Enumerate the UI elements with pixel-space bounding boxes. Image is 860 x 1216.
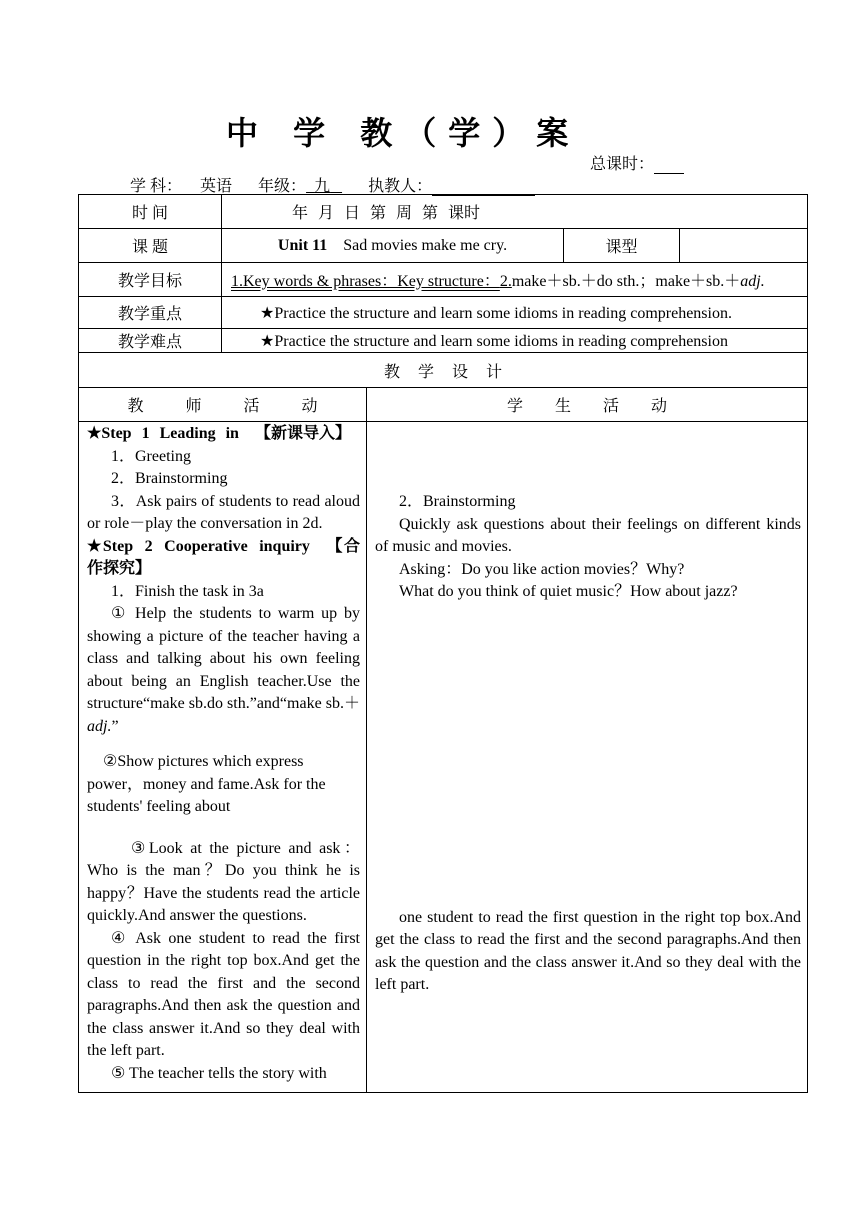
step1-item-2: 2．Brainstorming — [111, 470, 228, 487]
right-paragraph-1: Quickly ask questions about their feelings on different kinds of music and movies. — [375, 515, 802, 555]
focus-label: 教学重点 — [79, 297, 222, 329]
row-goal — [79, 263, 808, 297]
step2-paragraph-1: ① Help the students to warm up by showing a picture of the teacher having a class and talking about his own feeling about being an English teacher.Use the structure“make sb.do sth.”and“make sb.＋adj.” — [87, 605, 360, 735]
page-title: 中 学 教（学）案 — [226, 114, 581, 152]
total-hours — [590, 151, 684, 174]
meta-line — [130, 173, 535, 196]
focus-value: ★Practice the structure and learn some idioms in reading comprehension. — [222, 297, 808, 329]
right-item-2: 2．Brainstorming — [399, 493, 516, 510]
goal-value: 1.Key words & phrases：Key structure：2.make＋sb.＋do sth.；make＋sb.＋adj. — [222, 263, 808, 297]
step1-item-3: 3．Ask pairs of students to read aloud or role－play the conversation in 2d. — [87, 492, 360, 532]
row-activity-headers — [79, 388, 808, 422]
design-heading: 教 学 设 计 — [79, 353, 808, 388]
step2-paragraph-3: ③Look at the picture and ask：Who is the man？Do you think he is happy？Have the students read the article quickly.And answer the questions. — [87, 839, 360, 924]
step2-paragraph-5: ⑤ The teacher tells the story with — [111, 1064, 327, 1082]
row-focus — [79, 297, 808, 329]
row-activities — [79, 422, 808, 1093]
difficulty-value: ★Practice the structure and learn some idioms in reading comprehension — [222, 329, 808, 353]
step2-heading: ★Step 2 Cooperative inquiry 【合作探究】 — [87, 537, 360, 577]
topic-label: 课 题 — [79, 229, 222, 263]
row-topic — [79, 229, 808, 263]
student-activity-cell — [367, 422, 808, 1093]
time-label: 时 间 — [79, 195, 222, 229]
difficulty-label: 教学难点 — [79, 329, 222, 353]
grade-value: 九 — [314, 178, 331, 195]
total-hours-blank — [654, 159, 684, 174]
right-paragraph-4: one student to read the first question in the right top box.And get the class to read the first and the second paragraphs.And then ask the question and the class answer it.And so they deal with the left part. — [375, 908, 802, 993]
right-paragraph-2: Asking：Do you like action movies？Why? — [399, 560, 685, 578]
right-paragraph-3: What do you think of quiet music？How about jazz? — [399, 583, 738, 600]
subject-value: 英语 — [200, 178, 233, 195]
row-time — [79, 195, 808, 229]
goal-label: 教学目标 — [79, 263, 222, 297]
teacher-activity-header: 教 师 活 动 — [79, 388, 367, 422]
subject-label: 学 科： — [130, 178, 183, 195]
student-activity-header: 学 生 活 动 — [367, 388, 808, 422]
step1-heading: ★Step 1 Leading in 【新课导入】 — [87, 425, 351, 442]
teacher-label: 执教人： — [368, 178, 433, 195]
total-hours-label: 总课时： — [590, 156, 655, 173]
type-value — [680, 229, 808, 263]
topic-value: Unit 11 Sad movies make me cry. — [222, 229, 564, 263]
teacher-activity-cell — [79, 422, 367, 1093]
lesson-plan-table — [78, 194, 808, 1093]
step2-paragraph-4: ④ Ask one student to read the first question in the right top box.And get the class to read the first and the second paragraphs.And then ask the question and the class answer it.And so they deal with the left part. — [87, 929, 360, 1059]
step2-paragraph-2: ②Show pictures which express power，money and fame.Ask for the students' feeling about — [87, 753, 326, 815]
step2-item-1: 1．Finish the task in 3a — [111, 582, 264, 600]
type-label: 课型 — [564, 229, 680, 263]
row-design — [79, 353, 808, 388]
grade-label: 年级： — [258, 178, 307, 195]
row-difficulty — [79, 329, 808, 353]
time-value: 年 月 日 第 周 第 课时 — [222, 195, 808, 229]
step1-item-1: 1．Greeting — [111, 447, 191, 465]
